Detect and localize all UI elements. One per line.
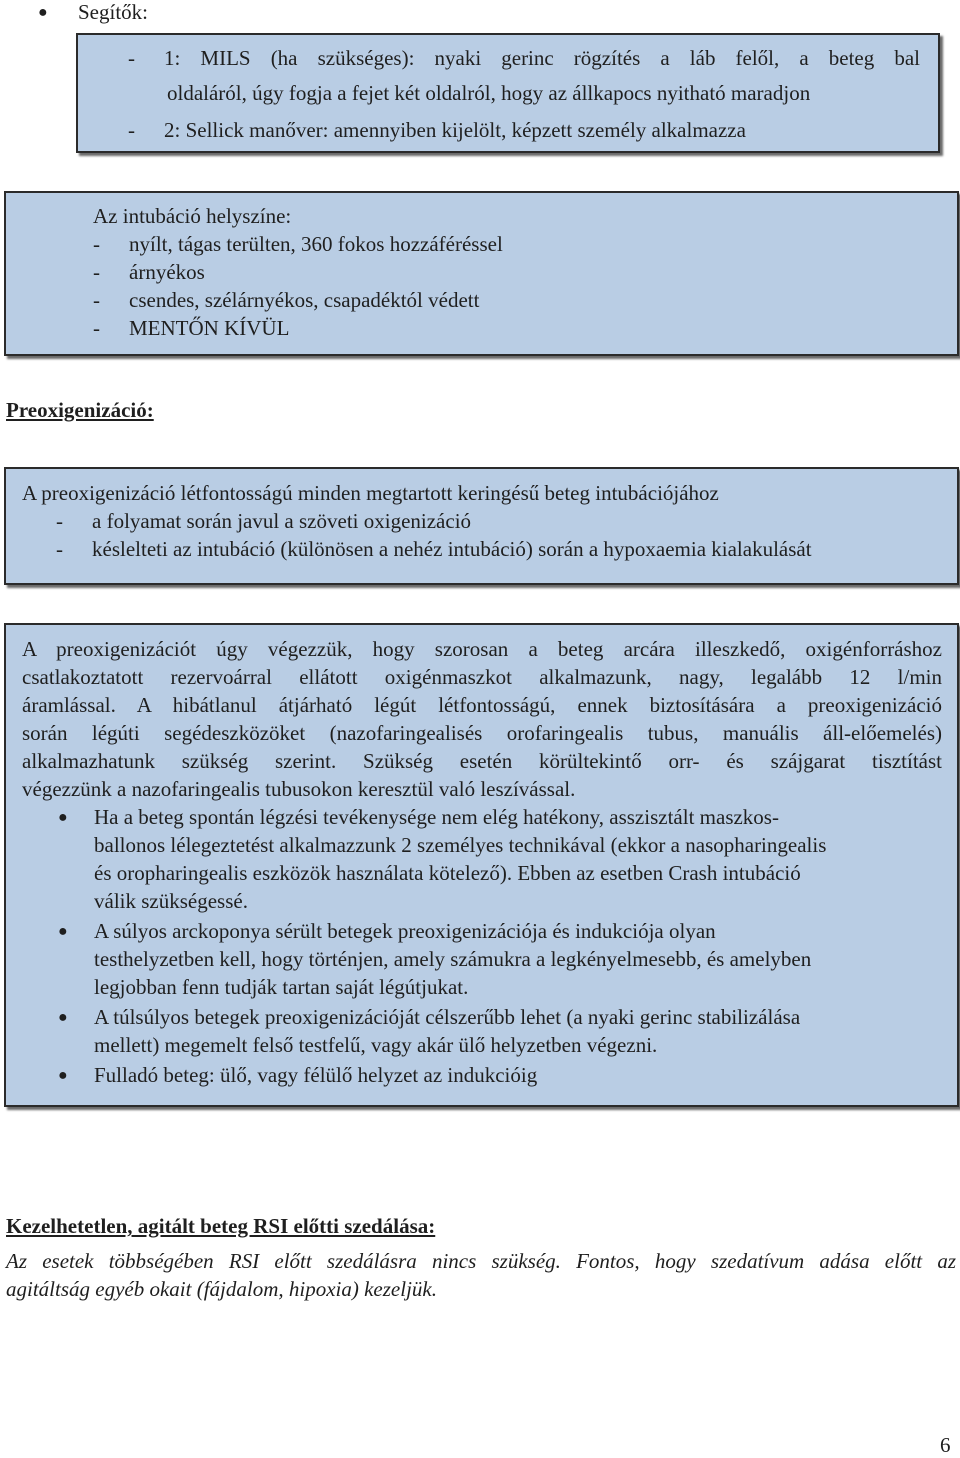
location-box: [4, 191, 959, 356]
helpers-item-1-line2: oldaláról, úgy fogja a fejet két oldalról, hogy az állkapocs nyitható maradjon: [167, 81, 811, 105]
preox-heading: Preoxigenizáció:: [6, 398, 154, 422]
location-item: - árnyékos: [93, 260, 205, 284]
bullet-line: A súlyos arckoponya sérült betegek preoxigenizációja és indukciója olyan: [94, 919, 716, 943]
helpers-item-2-text: 2: Sellick manőver: amennyiben kijelölt, képzett személy alkalmazza: [164, 118, 746, 142]
method-box: [4, 623, 959, 1107]
top-bullet-dot: ●: [38, 4, 48, 21]
preox-item: - a folyamat során javul a szöveti oxigenizáció: [56, 509, 472, 533]
bullet-line: legjobban fenn tudják tartan saját légútjukat.: [94, 975, 469, 999]
location-item: - MENTŐN KÍVÜL: [93, 316, 290, 340]
preox-item: - késlelteti az intubáció (különösen a nehéz intubáció) során a hypoxaemia kialakulását: [56, 537, 812, 561]
bullet-line: Ha a beteg spontán légzési tevékenysége nem elég hatékony, asszisztált maszkos-: [94, 805, 779, 829]
bullet-line: A túlsúlyos betegek preoxigenizációját célszerűbb lehet (a nyaki gerinc stabilizálása: [94, 1005, 801, 1029]
bullet-line: mellett) megemelt felső testfelű, vagy akár ülő helyzetben végezni.: [94, 1033, 658, 1057]
page-number: 6: [940, 1433, 951, 1457]
helpers-item-1-line1: 1: MILS (ha szükséges): nyaki gerinc rögzítés a láb felől, a beteg bal: [164, 46, 920, 70]
method-line: A preoxigenizációt úgy végezzük, hogy szorosan a beteg arcára illeszkedő, oxigénforráshoz: [22, 637, 942, 661]
method-line: alkalmazhatunk szükség szerint. Szükség esetén körültekintő orr- és szájgarat tisztítást: [22, 749, 942, 773]
method-line: során légúti segédeszközöket (nazofaringealisés orofaringealis tubus, manuális áll-előemelés): [22, 721, 942, 745]
bullet-line: ballonos lélegeztetést alkalmazzunk 2 személyes technikával (ekkor a nasopharingealis: [94, 833, 827, 857]
method-line: csatlakoztatott rezervoárral ellátott oxigénmaszkot alkalmazunk, nagy, legalább 12 l/min: [22, 665, 942, 689]
helpers-item-1: - 1: MILS (ha szükséges): nyaki gerinc rögzítés a láb felől, a beteg bal: [128, 46, 920, 70]
location-item: - nyílt, tágas terülten, 360 fokos hozzáféréssel: [93, 232, 503, 256]
bullet-dot: ●: [58, 1067, 68, 1084]
bullet-dot: ●: [58, 923, 68, 940]
sedation-heading: Kezelhetetlen, agitált beteg RSI előtti szedálása:: [6, 1214, 436, 1238]
helpers-label: Segítők:: [78, 0, 149, 24]
sedation-text-line: Az esetek többségében RSI előtt szedálásra nincs szükség. Fontos, hogy szedatívum adása előtt az: [6, 1249, 956, 1273]
bullet-dot: ●: [58, 1009, 68, 1026]
helpers-box: [76, 33, 940, 153]
helpers-item-2: - 2: Sellick manőver: amennyiben kijelölt, képzett személy alkalmazza: [128, 118, 746, 142]
bullet-dot: ●: [58, 809, 68, 826]
location-heading: Az intubáció helyszíne:: [93, 204, 292, 228]
sedation-text-line: agitáltság egyéb okait (fájdalom, hipoxia) kezeljük.: [6, 1277, 437, 1301]
method-line: végezzünk a nazofaringealis tubusokon keresztül való leszívással.: [22, 777, 576, 801]
bullet-line: és oropharingealis eszközök használata kötelező). Ebben az esetben Crash intubáció: [94, 861, 801, 885]
preox-box: [4, 467, 959, 585]
preox-intro: A preoxigenizáció létfontosságú minden megtartott keringésű beteg intubációjához: [22, 481, 719, 505]
bullet-line: testhelyzetben kell, hogy történjen, amely számukra a legkényelmesebb, és amelyben: [94, 947, 812, 971]
method-line: áramlással. A hibátlanul átjárható légút létfontosságú, ennek biztosítására a preoxigenizáció: [22, 693, 942, 717]
location-item: - csendes, szélárnyékos, csapadéktól védett: [93, 288, 480, 312]
bullet-line: válik szükségessé.: [94, 889, 248, 913]
bullet-line: Fulladó beteg: ülő, vagy félülő helyzet az indukcióig: [94, 1063, 538, 1087]
